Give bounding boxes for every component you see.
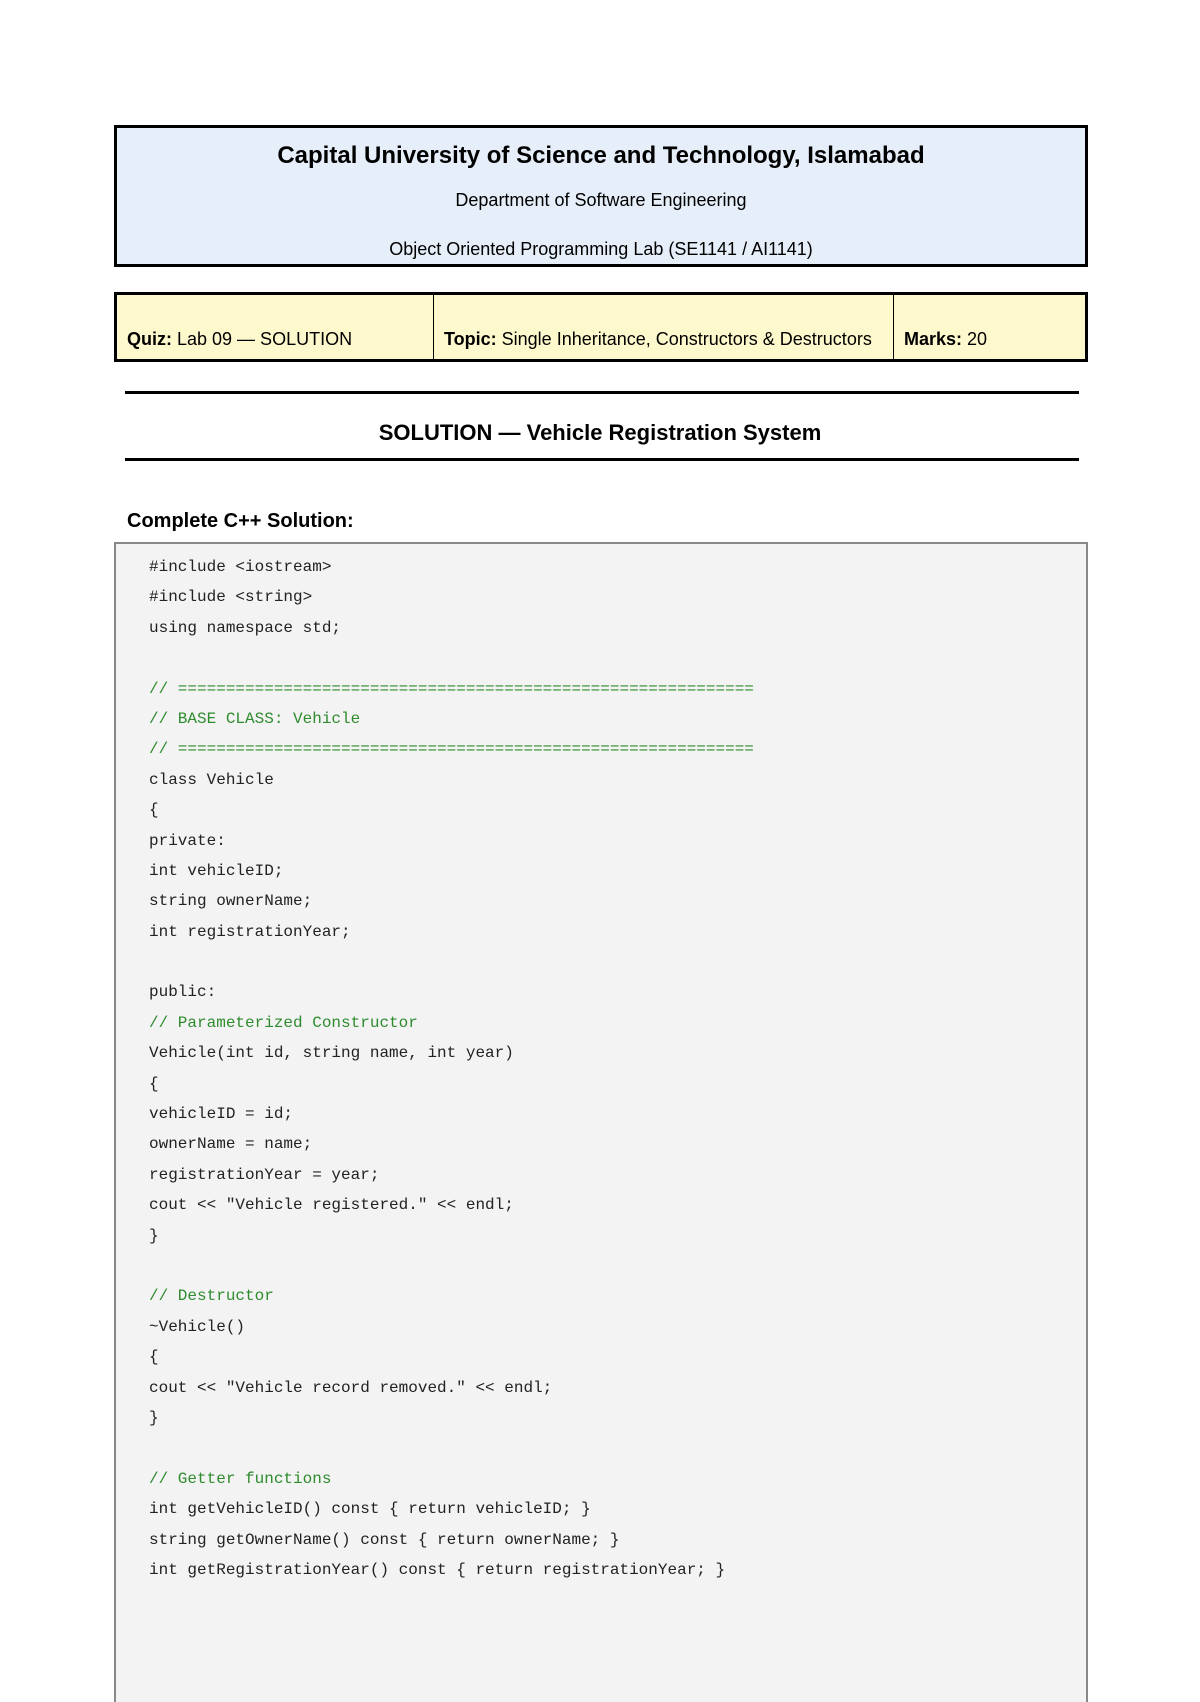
marks-value: 20 <box>962 329 988 349</box>
code-line: #include <iostream> <box>149 558 332 576</box>
topic-label: Topic: <box>444 329 497 349</box>
code-line: private: <box>149 831 226 850</box>
code-line: registrationYear = year; <box>149 1165 380 1184</box>
code-line <box>149 1251 754 1281</box>
code-line: int getRegistrationYear() const { return registrationYear; } <box>149 1560 726 1579</box>
code-comment-line: // Destructor <box>149 1287 274 1306</box>
university-title: Capital University of Science and Technology, Islamabad <box>277 142 925 169</box>
code-line: int vehicleID; <box>149 861 284 880</box>
code-comment-line: // Parameterized Constructor <box>149 1013 418 1032</box>
code-line: #include <string> <box>149 588 313 607</box>
department-name: Department of Software Engineering <box>455 190 747 210</box>
divider-bottom <box>125 458 1079 461</box>
topic-cell <box>434 295 894 359</box>
code-line: public: <box>149 983 217 1002</box>
topic-value: Single Inheritance, Constructors & Destructors <box>496 329 872 349</box>
code-comment-line: // BASE CLASS: Vehicle <box>149 709 361 728</box>
code-line: { <box>149 1074 159 1093</box>
code-line: string ownerName; <box>149 892 313 911</box>
course-name: Object Oriented Programming Lab (SE1141 / AI1141) <box>389 239 813 259</box>
marks-cell <box>894 295 1085 359</box>
code-line: } <box>149 1226 159 1245</box>
divider-top <box>125 391 1079 394</box>
code-block <box>114 542 1088 1702</box>
quiz-cell <box>117 295 434 359</box>
code-line: } <box>149 1408 159 1427</box>
code-line <box>149 643 754 673</box>
code-line: ~Vehicle() <box>149 1317 246 1336</box>
code-lines <box>149 552 754 1585</box>
code-line <box>149 947 754 977</box>
marks-label: Marks: <box>904 329 963 349</box>
code-line: class Vehicle <box>149 770 274 789</box>
quiz-label: Quiz: <box>127 329 172 349</box>
code-comment-line: // ============================================================ <box>149 740 754 759</box>
code-line: Vehicle(int id, string name, int year) <box>149 1044 514 1063</box>
code-line: ownerName = name; <box>149 1135 313 1154</box>
quiz-info-table <box>114 292 1088 362</box>
header-box <box>114 125 1088 267</box>
code-line: int getVehicleID() const { return vehicleID; } <box>149 1500 591 1519</box>
solution-title: SOLUTION — Vehicle Registration System <box>378 420 822 445</box>
code-line: vehicleID = id; <box>149 1105 294 1124</box>
code-comment-line: // ============================================================ <box>149 679 754 698</box>
section-heading: Complete C++ Solution: <box>127 510 354 532</box>
code-comment-line: // Getter functions <box>149 1469 332 1488</box>
quiz-value: Lab 09 — SOLUTION <box>172 329 353 349</box>
code-line: cout << "Vehicle registered." << endl; <box>149 1196 514 1215</box>
code-line: { <box>149 1348 159 1367</box>
code-line: using namespace std; <box>149 618 342 637</box>
code-line: cout << "Vehicle record removed." << endl; <box>149 1378 553 1397</box>
code-line: string getOwnerName() const { return ownerName; } <box>149 1530 620 1549</box>
code-line: int registrationYear; <box>149 922 351 941</box>
code-line <box>149 1433 754 1463</box>
code-line: { <box>149 801 159 820</box>
